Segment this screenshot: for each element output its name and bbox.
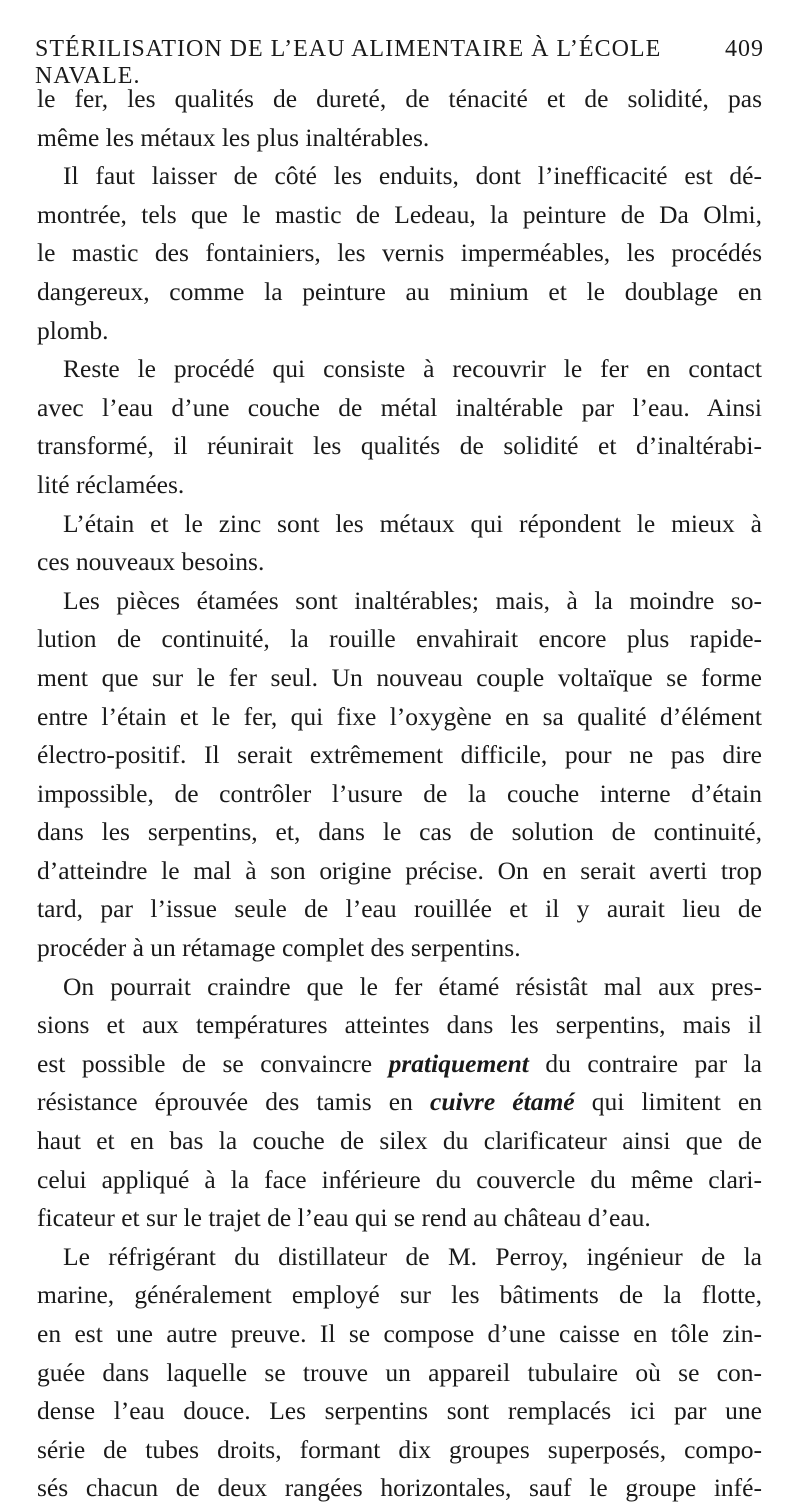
text-line: procéder à un rétamage complet des serpentins. <box>37 933 521 963</box>
text-line: plomb. <box>37 315 109 345</box>
text-line: lité réclamées. <box>37 469 185 499</box>
text-line: le fer, les qualités de dureté, de ténacité et de solidité, pas <box>37 84 762 113</box>
running-header <box>35 36 764 89</box>
text-line: électro-positif. Il serait extrêmement difficile, pour ne pas dire <box>37 740 762 770</box>
text-line: dans les serpentins, et, dans le cas de solution de continuité, <box>37 817 762 847</box>
text-line: série de tubes droits, formant dix groupes superposés, compo- <box>37 1434 762 1464</box>
text-line: guée dans laquelle se trouve un appareil tubulaire où se con- <box>37 1357 762 1387</box>
text-line: L’étain et le zinc sont les métaux qui répondent le mieux à <box>63 508 762 538</box>
text-line: même les métaux les plus inaltérables. <box>37 122 430 152</box>
text-line: entre l’étain et le fer, qui fixe l’oxygène en sa qualité d’élément <box>37 701 762 731</box>
text-line: On pourrait craindre que le fer étamé résistât mal aux pres- <box>63 971 762 1001</box>
text-line: en est une autre preuve. Il se compose d’une caisse en tôle zin- <box>37 1319 762 1348</box>
text-line: dangereux, comme la peinture au minium et le doublage en <box>37 276 762 306</box>
text-line: Il faut laisser de côté les enduits, dont l’inefficacité est dé- <box>63 161 762 191</box>
text-line: Le réfrigérant du distillateur de M. Perroy, ingénieur de la <box>63 1241 762 1271</box>
text-segment: est possible de se convaincre <box>37 1048 389 1078</box>
text-segment: du contraire par la <box>528 1048 762 1078</box>
text-line: haut et en bas la couche de silex du clarificateur ainsi que de <box>37 1126 762 1156</box>
text-line: lution de continuité, la rouille envahirait encore plus rapide- <box>37 624 762 654</box>
text-line: le mastic des fontainiers, les vernis imperméables, les procédés <box>37 238 762 268</box>
text-line: sés chacun de deux rangées horizontales, sauf le groupe infé- <box>37 1473 762 1503</box>
text-line: tard, par l’issue seule de l’eau rouillée et il y aurait lieu de <box>37 894 762 924</box>
text-line <box>37 1045 762 1084</box>
text-line: d’atteindre le mal à son origine précise. On en serait averti trop <box>37 855 762 885</box>
text-line: montrée, tels que le mastic de Ledeau, la peinture de Da Olmi, <box>37 199 762 229</box>
emphasized-text: cuivre étamé <box>430 1087 575 1117</box>
text-segment: qui limitent en <box>574 1087 762 1117</box>
text-segment: résistance éprouvée des tamis en <box>37 1087 430 1117</box>
text-line: ment que sur le fer seul. Un nouveau couple voltaïque se forme <box>37 662 762 692</box>
text-line: celui appliqué à la face inférieure du couvercle du même clari- <box>37 1164 762 1194</box>
emphasized-text: pratiquement <box>388 1048 529 1078</box>
text-line: dense l’eau douce. Les serpentins sont remplacés ici par une <box>37 1396 762 1426</box>
text-line: transformé, il réunirait les qualités de solidité et d’inaltérabi- <box>37 431 762 461</box>
text-line: avec l’eau d’une couche de métal inaltérable par l’eau. Ainsi <box>37 392 762 422</box>
text-line: marine, généralement employé sur les bâtiments de la flotte, <box>37 1280 762 1310</box>
text-line: ficateur et sur le trajet de l’eau qui se rend au château d’eau. <box>37 1203 651 1233</box>
text-line: sions et aux températures atteintes dans les serpentins, mais il <box>37 1010 762 1040</box>
text-line: ces nouveaux besoins. <box>37 547 265 577</box>
running-title: STÉRILISATION DE L’EAU ALIMENTAIRE À L’ÉCOLE NAVALE. <box>35 36 662 89</box>
text-line: Reste le procédé qui consiste à recouvrir le fer en contact <box>63 354 762 384</box>
body-text <box>37 80 762 1508</box>
text-line: Les pièces étamées sont inaltérables; mais, à la moindre so- <box>63 585 762 615</box>
text-line: impossible, de contrôler l’usure de la couche interne d’étain <box>37 778 762 808</box>
text-line <box>37 1083 762 1122</box>
page-number: 409 <box>725 36 764 62</box>
